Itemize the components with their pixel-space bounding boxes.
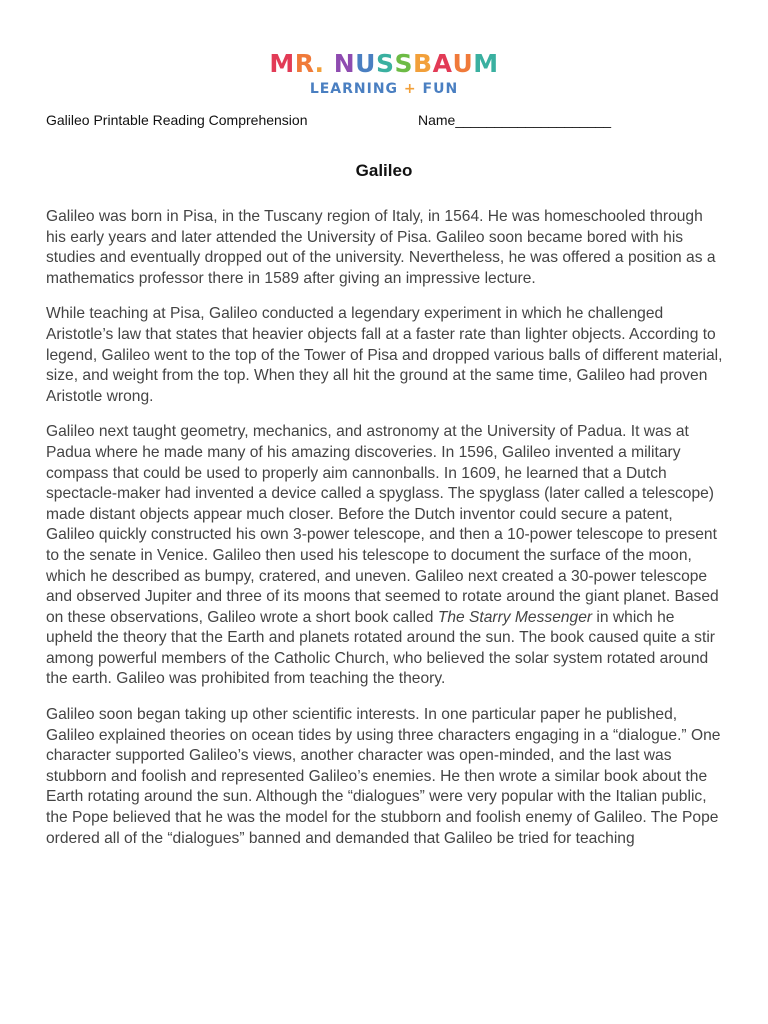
tagline-fun: FUN: [416, 81, 459, 97]
tagline-learning: LEARNING: [309, 81, 404, 97]
logo-letter: R: [294, 49, 315, 78]
page-title: Galileo: [355, 161, 413, 180]
logo-letter: N: [333, 49, 356, 78]
paragraph-2: While teaching at Pisa, Galileo conducted a legendary experiment in which he challenged Aristotle’s law that states that heavier objects fall at a faster rate than lighter objects. According to legend, Galileo went to the top of the Tower of Pisa and dropped various balls of different material, size, and weight from the top. When they all hit the ground at the same time, Galileo had proven Aristotle wrong.: [46, 305, 723, 405]
name-field-label: Name____________________: [418, 112, 612, 128]
logo-letter: S: [394, 49, 414, 78]
mr-nussbaum-logo[interactable]: [0, 50, 768, 98]
logo-tagline: [0, 80, 768, 98]
paragraph-3-part-1: Galileo next taught geometry, mechanics, and astronomy at the University of Padua. It was at Padua where he made many of his amazing discoveries. In 1596, Galileo invented a military compass that could be used to properly aim cannonballs. In 1609, he learned that a Dutch spectacle-maker had invented a device called a spyglass. The spyglass (later called a telescope) made distant objects appear much closer. Before the Dutch inventor could secure a patent, Galileo quickly constructed his own 3-power telescope, and then a 10-power telescope to present to the senate in Venice. Galileo then used his telescope to document the surface of the moon, which he described as bumpy, cratered, and uneven. Galileo next created a 30-power telescope and observed Jupiter and three of its moons that seemed to rotate around the giant planet. Based on these observations, Galileo wrote a short book called: [46, 423, 719, 626]
book-title-starry-messenger: The Starry Messenger: [437, 608, 593, 626]
logo-letter: S: [375, 49, 395, 78]
tagline-plus: +: [403, 81, 417, 97]
paragraph-3: [46, 422, 724, 690]
logo-letter: [325, 50, 334, 78]
logo-letter: .: [314, 49, 325, 78]
logo-wordmark: [0, 50, 768, 78]
reading-passage: [46, 207, 724, 864]
logo-letter: M: [269, 49, 295, 78]
logo-letter: B: [413, 49, 433, 78]
paragraph-3-part-2: in which he upheld the theory that the Earth and planets rotated around the sun. The book caused quite a stir among powerful members of the Catholic Church, who believed the solar system rotated around the earth. Galileo was prohibited from teaching the theory.: [46, 608, 715, 688]
logo-letter: U: [355, 49, 376, 78]
logo-letter: M: [473, 49, 499, 78]
paragraph-4: Galileo soon began taking up other scientific interests. In one particular paper he published, Galileo explained theories on ocean tides by using three characters engaging in a “dialogue.” One character supported Galileo’s views, another character was open-minded, and the last was stubborn and foolish and represented Galileo’s enemies. He then wrote a similar book about the Earth rotating around the sun. Although the “dialogues” were very popular with the Italian public, the Pope believed that he was the model for the stubborn and foolish enemy of Galileo. The Pope ordered all of the “dialogues” banned and demanded that Galileo be tried for teaching: [46, 706, 721, 847]
worksheet-subtitle: Galileo Printable Reading Comprehension: [46, 112, 308, 128]
logo-letter: U: [452, 49, 474, 78]
paragraph-1: Galileo was born in Pisa, in the Tuscany region of Italy, in 1564. He was homeschooled through his early years and later attended the University of Pisa. Galileo soon became bored with his studies and eventually dropped out of the university. Nevertheless, he was offered a position as a mathematics professor there in 1589 after giving an impressive lecture.: [46, 208, 716, 287]
logo-letter: A: [432, 49, 453, 78]
